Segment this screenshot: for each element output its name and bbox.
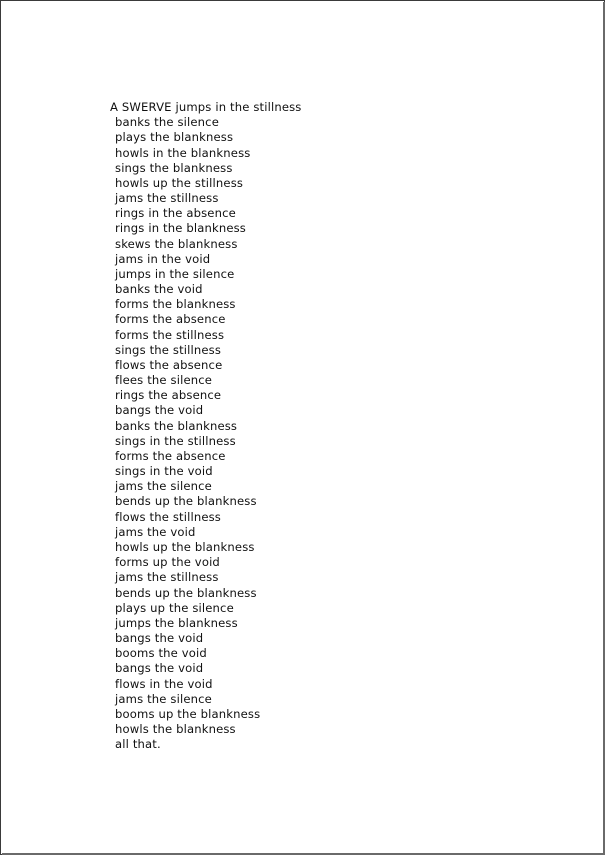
poem-line: howls the blankness — [115, 722, 236, 737]
poem-line: jams the void — [115, 524, 196, 539]
poem-line: flows the absence — [115, 357, 223, 372]
poem-line: bends up the blankness — [115, 494, 257, 509]
poem-line: forms the absence — [115, 448, 226, 463]
poem-line: banks the void — [115, 282, 203, 297]
poem-line: forms the blankness — [115, 297, 236, 312]
poem-line: flows in the void — [115, 676, 213, 691]
poem-line: booms up the blankness — [115, 706, 261, 721]
poem-line: howls up the stillness — [115, 175, 244, 190]
poem-line: sings the blankness — [115, 160, 233, 175]
poem-line: sings the stillness — [115, 342, 222, 357]
poem-line: forms the absence — [115, 312, 226, 327]
poem-line: bangs the void — [115, 631, 204, 646]
poem-line: jams the stillness — [115, 191, 219, 206]
poem-line: plays the blankness — [115, 130, 234, 145]
poem-line: bends up the blankness — [115, 585, 257, 600]
poem-line: rings in the absence — [115, 206, 236, 221]
poem-line: plays up the silence — [115, 600, 234, 615]
poem-line: jumps the blankness — [115, 615, 238, 630]
poem-line: flees the silence — [115, 373, 213, 388]
poem-line: howls up the blankness — [115, 539, 255, 554]
poem-line: bangs the void — [115, 403, 204, 418]
poem-line: skews the blankness — [115, 236, 238, 251]
poem-line: banks the blankness — [115, 418, 238, 433]
poem-line: rings in the blankness — [115, 221, 246, 236]
poem-first-line: A SWERVE jumps in the stillness — [110, 100, 302, 114]
poem-line: bangs the void — [115, 661, 204, 676]
poem-line: jams the stillness — [115, 570, 219, 585]
poem-line: forms the stillness — [115, 327, 225, 342]
poem-line: jams in the void — [115, 251, 211, 266]
poem-line: sings in the stillness — [115, 433, 236, 448]
poem-line: jumps in the silence — [115, 266, 235, 281]
poem-line: jams the silence — [115, 691, 212, 706]
poem-line: booms the void — [115, 646, 207, 661]
poem-line: howls in the blankness — [115, 145, 251, 160]
poem-line: forms up the void — [115, 555, 220, 570]
poem-closing-line: all that. — [115, 737, 161, 752]
poem-line: flows the stillness — [115, 509, 221, 524]
poem-line: rings the absence — [115, 388, 222, 403]
poem-text — [110, 100, 302, 752]
poem-line: jams the silence — [115, 479, 212, 494]
poem-line: sings in the void — [115, 464, 213, 479]
poem-line: banks the silence — [115, 115, 219, 130]
